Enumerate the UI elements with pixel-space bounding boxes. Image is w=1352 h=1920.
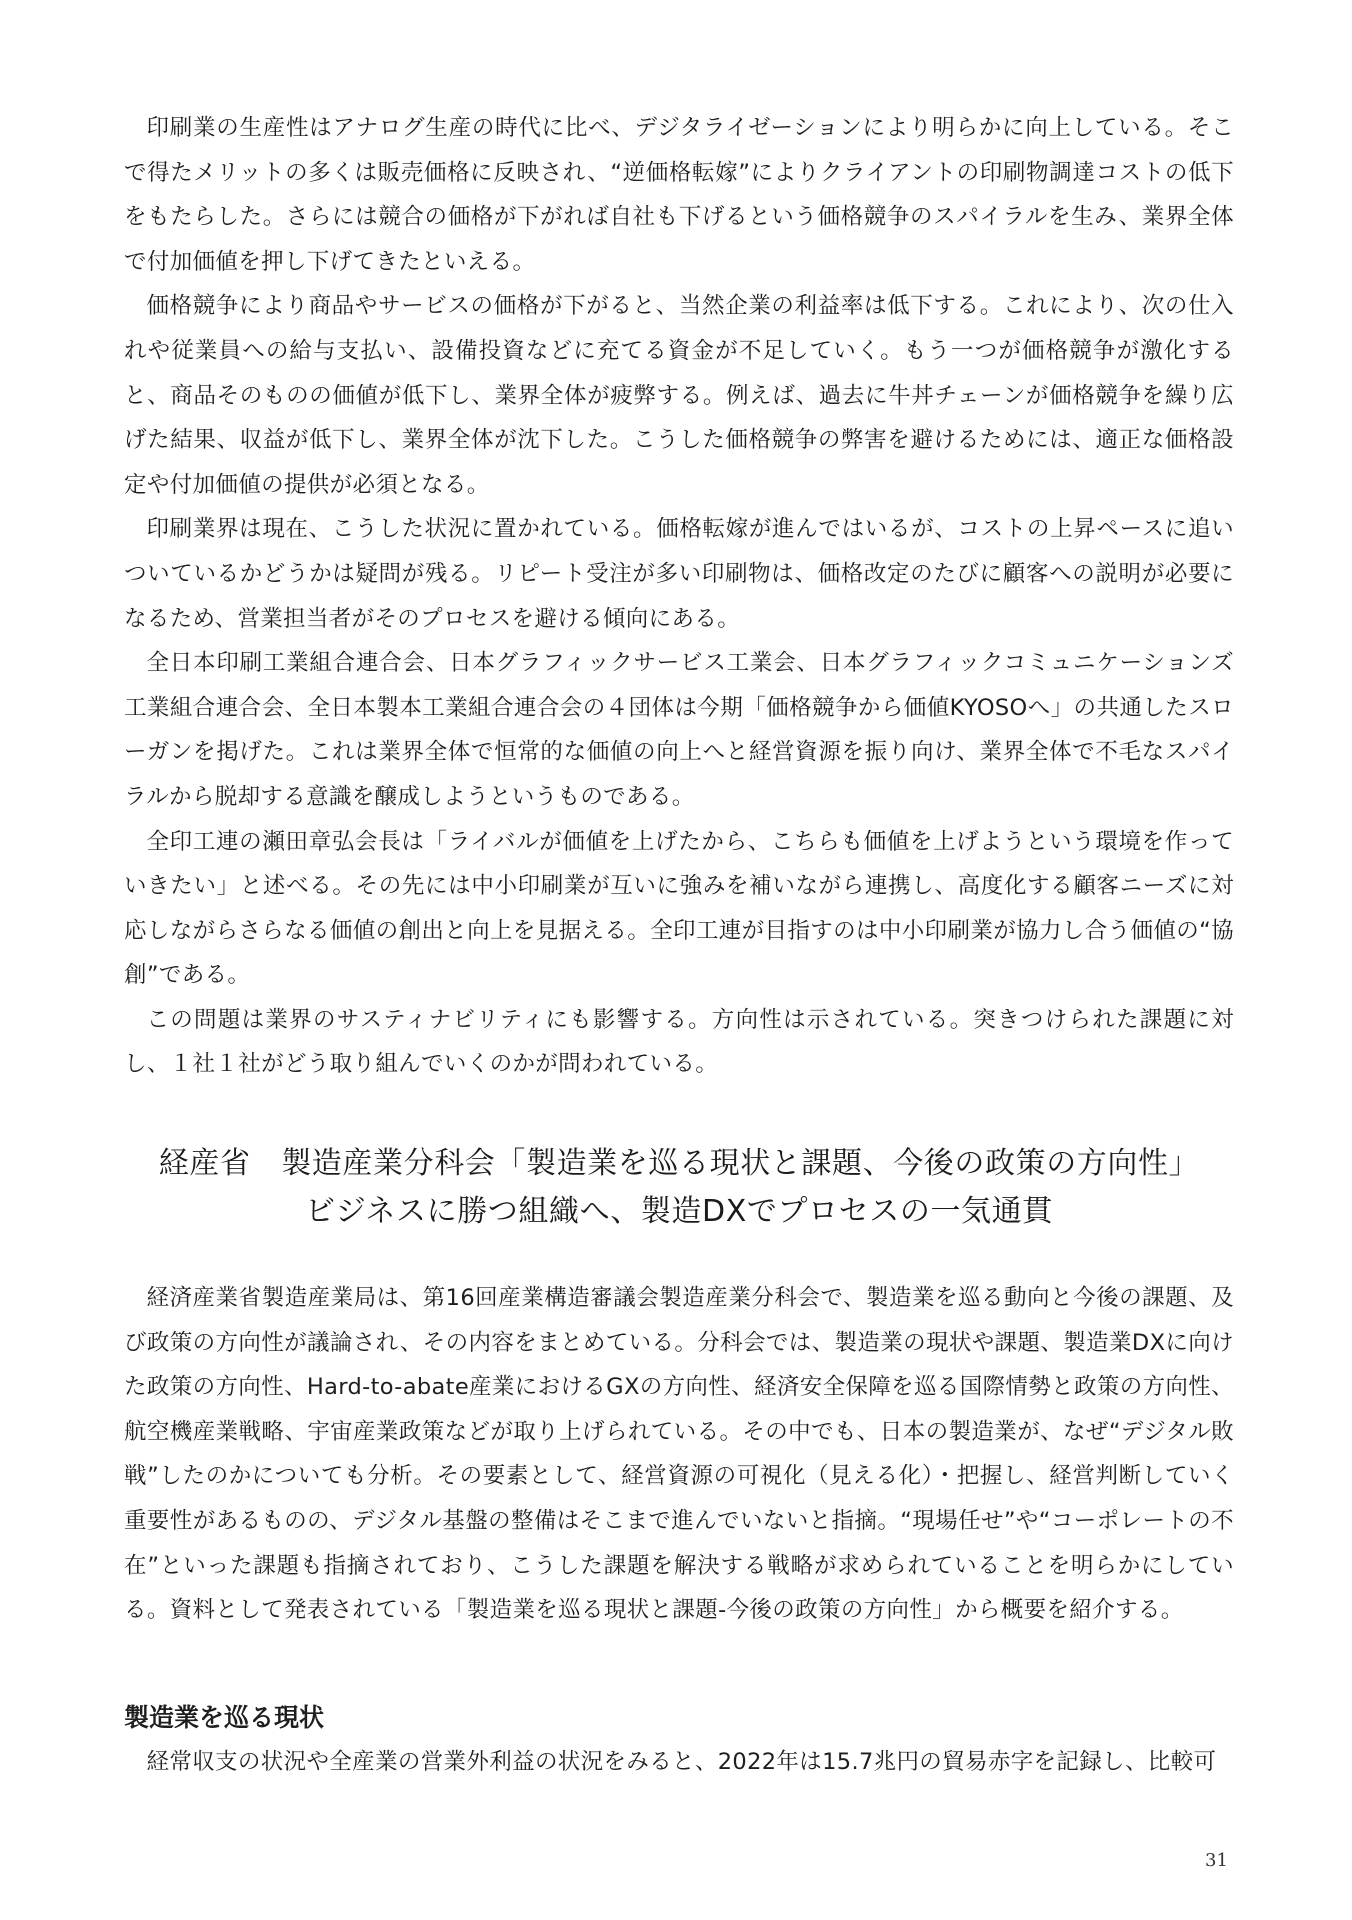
sub-heading: 製造業を巡る現状 — [124, 1703, 325, 1732]
article-body — [124, 106, 1234, 1087]
section-title-line-2: ビジネスに勝つ組織へ、製造DXでプロセスの一気通貫 — [305, 1194, 1053, 1229]
section-intro — [124, 1276, 1234, 1633]
section-body — [124, 1740, 1234, 1785]
page-number: 31 — [1205, 1850, 1228, 1871]
body-paragraph: この問題は業界のサスティナビリティにも影響する。方向性は示されている。突きつけられた課題に対し、１社１社がどう取り組んでいくのかが問われている。 — [124, 1006, 1234, 1078]
body-paragraph: 価格競争により商品やサービスの価格が下がると、当然企業の利益率は低下する。これにより、次の仕入れや従業員への給与支払い、設備投資などに充てる資金が不足していく。もう一つが価格競争が激化すると、商品そのものの価値が低下し、業界全体が疲弊する。例えば、過去に牛丼チェーンが価格競争を繰り広げた結果、収益が低下し、業界全体が沈下した。こうした価格競争の弊害を避けるためには、適正な価格設定や付加価値の提供が必須となる。 — [124, 293, 1234, 498]
body-paragraph: 全印工連の瀬田章弘会長は「ライバルが価値を上げたから、こちらも価値を上げようという環境を作っていきたい」と述べる。その先には中小印刷業が互いに強みを補いながら連携し、高度化する顧客ニーズに対応しながらさらなる価値の創出と向上を見据える。全印工連が目指すのは中小印刷業が協力し合う価値の“協創”である。 — [124, 828, 1234, 989]
section-title-line-1: 経産省 製造産業分科会「製造業を巡る現状と課題、今後の政策の方向性」 — [158, 1146, 1200, 1181]
body-paragraph: 印刷業の生産性はアナログ生産の時代に比べ、デジタライゼーションにより明らかに向上している。そこで得たメリットの多くは販売価格に反映され、“逆価格転嫁”によりクライアントの印刷物調達コストの低下をもたらした。さらには競合の価格が下がれば自社も下げるという価格競争のスパイラルを生み、業界全体で付加価値を押し下げてきたといえる。 — [124, 115, 1234, 275]
body-paragraph: 印刷業界は現在、こうした状況に置かれている。価格転嫁が進んではいるが、コストの上昇ペースに追いついているかどうかは疑問が残る。リピート受注が多い印刷物は、価格改定のたびに顧客への説明が必要になるため、営業担当者がそのプロセスを避ける傾向にある。 — [124, 516, 1234, 632]
body-paragraph: 経常収支の状況や全産業の営業外利益の状況をみると、2022年は15.7兆円の貿易赤字を記録し、比較可 — [146, 1749, 1217, 1775]
intro-paragraph: 経済産業省製造産業局は、第16回産業構造審議会製造産業分科会で、製造業を巡る動向と今後の課題、及び政策の方向性が議論され、その内容をまとめている。分科会では、製造業の現状や課題、製造業DXに向けた政策の方向性、Hard-to-abate産業におけるGXの方向性、経済安全保障を巡る国際情勢と政策の方向性、航空機産業戦略、宇宙産業政策などが取り上げられている。その中でも、日本の製造業が、なぜ“デジタル敗戦”したのかについても分析。その要素として、経営資源の可視化（見える化）・把握し、経営判断していく重要性があるものの、デジタル基盤の整備はそこまで進んでいないと指摘。“現場任せ”や“コーポレートの不在”といった課題も指摘されており、こうした課題を解決する戦略が求められていることを明らかにしている。資料として発表されている「製造業を巡る現状と課題-今後の政策の方向性」から概要を紹介する。 — [124, 1285, 1234, 1624]
body-paragraph: 全日本印刷工業組合連合会、日本グラフィックサービス工業会、日本グラフィックコミュニケーションズ工業組合連合会、全日本製本工業組合連合会の４団体は今期「価格競争から価値KYOSOへ」の共通したスローガンを掲げた。これは業界全体で恒常的な価値の向上へと経営資源を振り向け、業界全体で不毛なスパイラルから脱却する意識を醸成しようというものである。 — [124, 650, 1234, 810]
section-title — [124, 1140, 1234, 1236]
